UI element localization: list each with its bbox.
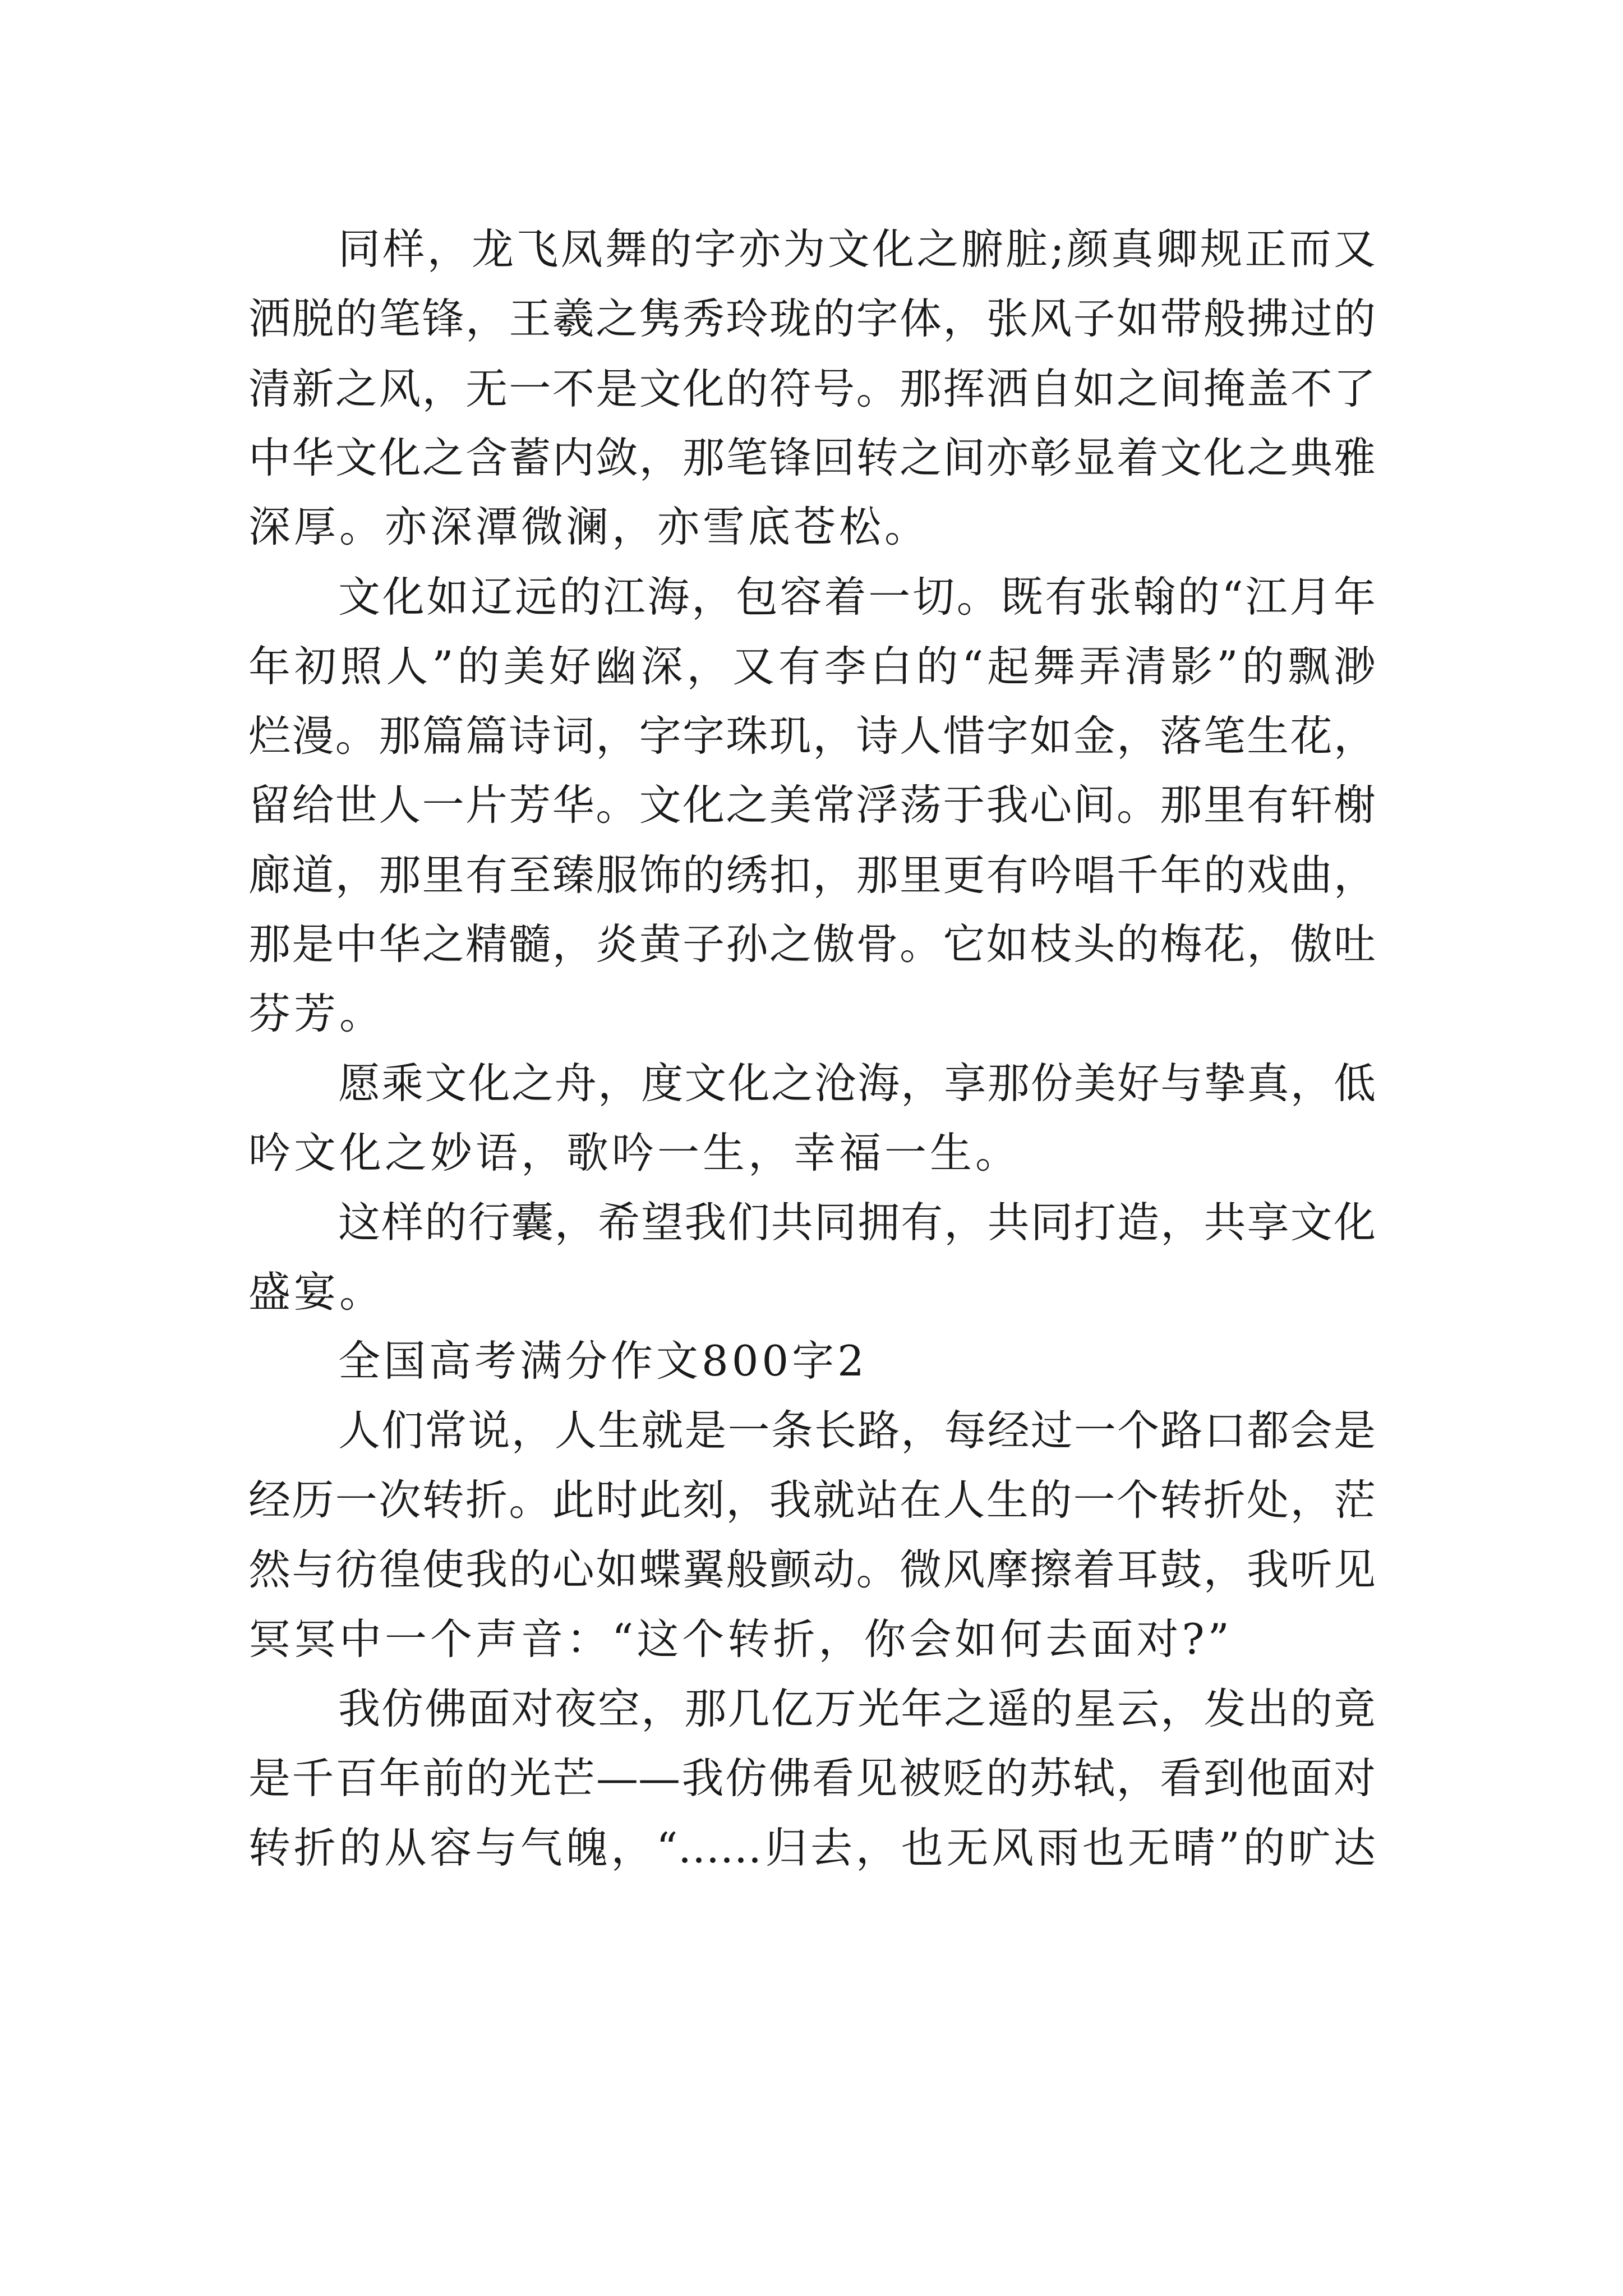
paragraph-line: 深厚。亦深潭微澜，亦雪底苍松。	[248, 502, 930, 551]
paragraph-line: 芬芳。	[248, 989, 385, 1038]
paragraph-line: 愿乘文化之舟，度文化之沧海，享那份美好与挚真，低	[338, 1059, 1376, 1108]
paragraph-line: 是千百年前的光芒——我仿佛看见被贬的苏轼，看到他面对	[248, 1754, 1376, 1803]
paragraph-line: 转折的从容与气魄，“……归去，也无风雨也无晴”的旷达	[248, 1823, 1376, 1872]
paragraph-line: 年初照人”的美好幽深，又有李白的“起舞弄清影”的飘渺	[248, 642, 1376, 691]
paragraph-line: 我仿佛面对夜空，那几亿万光年之遥的星云，发出的竟	[338, 1684, 1376, 1733]
paragraph-line: 经历一次转折。此时此刻，我就站在人生的一个转折处，茫	[248, 1475, 1376, 1525]
paragraph-line: 清新之风，无一不是文化的符号。那挥洒自如之间掩盖不了	[248, 364, 1376, 413]
paragraph-line: 那是中华之精髓，炎黄子孙之傲骨。它如枝头的梅花，傲吐	[248, 919, 1376, 969]
section-title: 全国高考满分作文800字2	[338, 1336, 868, 1386]
paragraph-line: 盛宴。	[248, 1267, 385, 1317]
paragraph-line: 留给世人一片芳华。文化之美常浮荡于我心间。那里有轩榭	[248, 780, 1376, 830]
paragraph-line: 冥冥中一个声音：“这个转折，你会如何去面对?”	[248, 1614, 1233, 1664]
paragraph-line: 廊道，那里有至臻服饰的绣扣，那里更有吟唱千年的戏曲，	[248, 850, 1376, 900]
paragraph-line: 洒脱的笔锋，王羲之隽秀玲珑的字体，张风子如带般拂过的	[248, 294, 1376, 343]
paragraph-line: 人们常说，人生就是一条长路，每经过一个路口都会是	[338, 1406, 1376, 1455]
paragraph-line: 同样，龙飞凤舞的字亦为文化之腑脏;颜真卿规正而又	[338, 224, 1376, 274]
paragraph-line: 文化如辽远的江海，包容着一切。既有张翰的“江月年	[338, 572, 1376, 622]
paragraph-line: 吟文化之妙语，歌吟一生，幸福一生。	[248, 1128, 1021, 1177]
paragraph-line: 然与彷徨使我的心如蝶翼般颤动。微风摩擦着耳鼓，我听见	[248, 1545, 1376, 1594]
paragraph-line: 烂漫。那篇篇诗词，字字珠玑，诗人惜字如金，落笔生花，	[248, 711, 1376, 761]
paragraph-line: 这样的行囊，希望我们共同拥有，共同打造，共享文化	[338, 1198, 1376, 1247]
paragraph-line: 中华文化之含蓄内敛，那笔锋回转之间亦彰显着文化之典雅	[248, 433, 1376, 482]
